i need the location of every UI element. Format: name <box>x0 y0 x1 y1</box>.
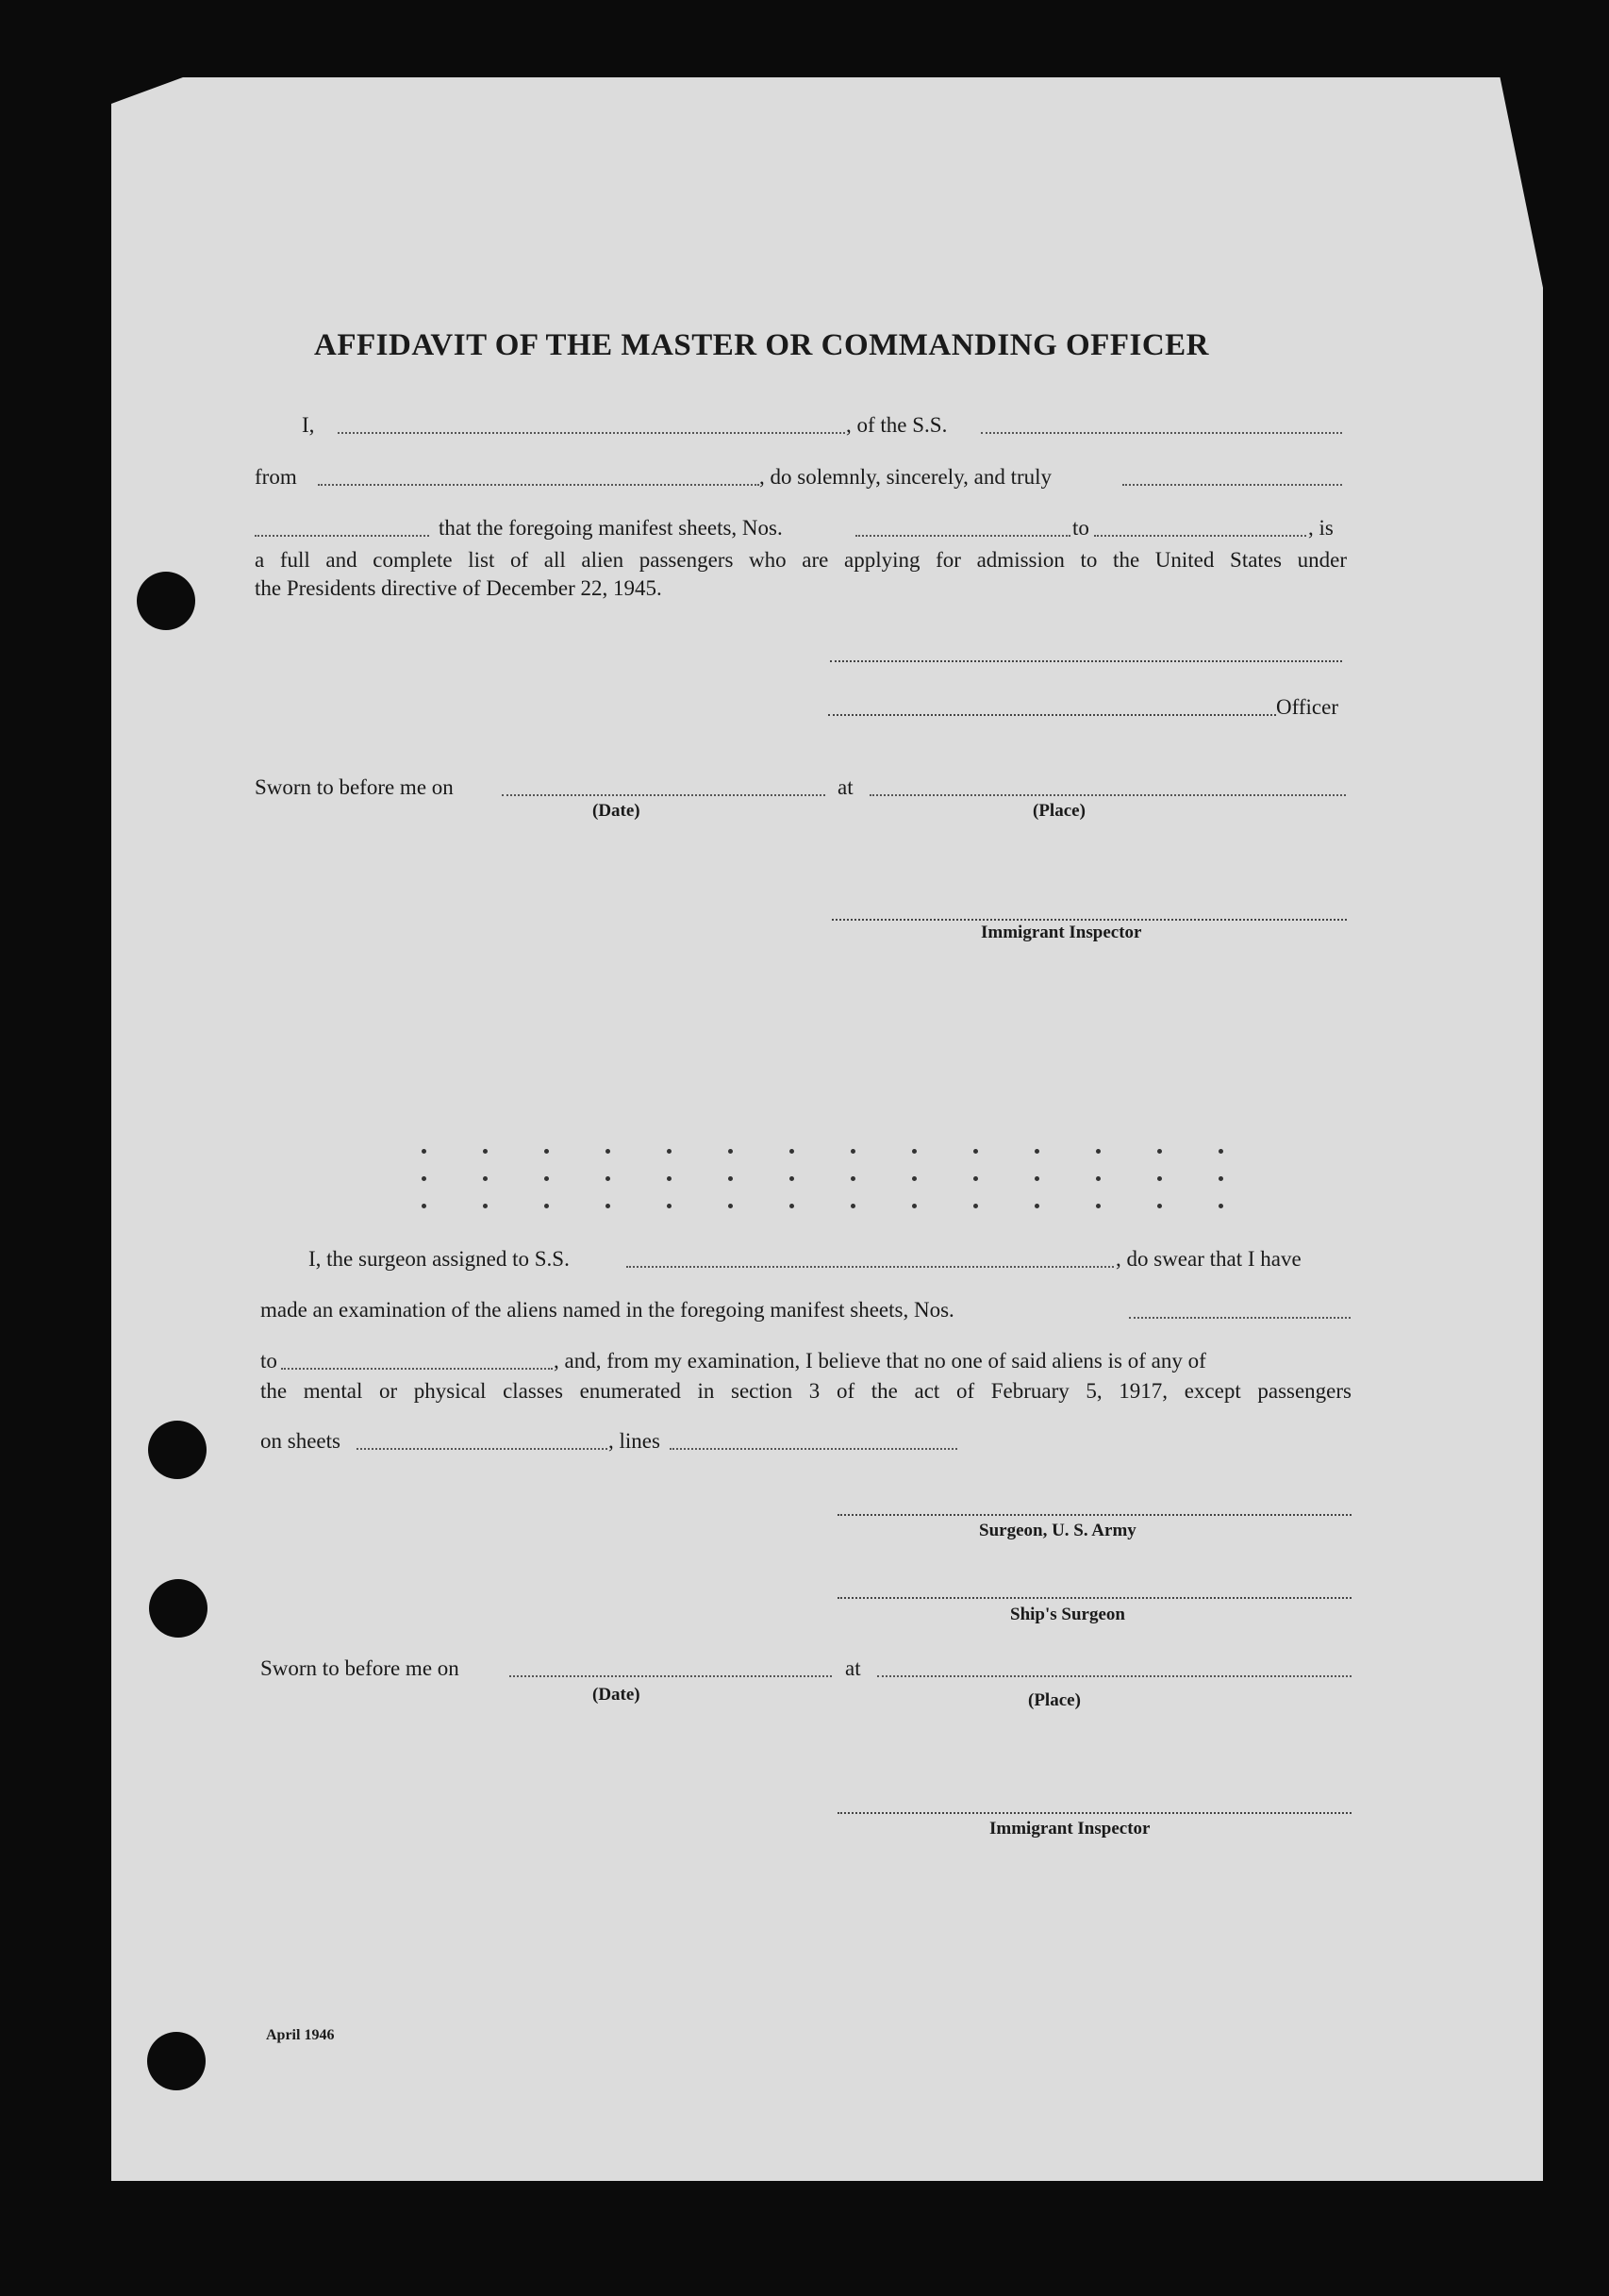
separator-dot <box>1219 1204 1223 1208</box>
master-i-label: I, <box>302 413 315 437</box>
master-to-label: to <box>1072 516 1089 540</box>
separator-dot <box>789 1176 794 1181</box>
officer-label: Officer <box>1276 695 1338 719</box>
separator-dot <box>973 1204 978 1208</box>
separator-dot <box>789 1204 794 1208</box>
master-solemnly-label: , do solemnly, sincerely, and truly <box>759 465 1053 489</box>
page-title: AFFIDAVIT OF THE MASTER OR COMMANDING OFFICER <box>314 328 1209 362</box>
sworn-label: Sworn to before me on <box>255 775 454 799</box>
surgeon-except-sheets-field[interactable] <box>357 1448 607 1450</box>
separator-dot <box>1157 1176 1162 1181</box>
officer-signature-line[interactable] <box>828 714 1276 716</box>
separator-dot <box>422 1204 426 1208</box>
place-caption: (Place) <box>1033 801 1086 821</box>
ship-surgeon-caption: Ship's Surgeon <box>1010 1605 1125 1624</box>
surgeon-swear-label: , do swear that I have <box>1116 1247 1302 1271</box>
separator-dot <box>605 1176 610 1181</box>
separator-dot <box>544 1204 549 1208</box>
master-oath-field[interactable] <box>1122 484 1342 486</box>
separator-dot <box>973 1176 978 1181</box>
separator-dot <box>789 1149 794 1154</box>
separator-dot <box>1096 1149 1101 1154</box>
master-ship-field[interactable] <box>981 432 1342 434</box>
sworn-date-field[interactable] <box>502 794 825 796</box>
date-caption: (Date) <box>592 801 640 821</box>
master-is-label: , is <box>1308 516 1334 540</box>
master-from-field[interactable] <box>318 484 759 486</box>
master-statement-line: a full and complete list of all alien passengers who are applying for admission to the United States under <box>255 548 1347 572</box>
separator-dot <box>483 1204 488 1208</box>
surgeon-sheets-from-field[interactable] <box>1129 1317 1351 1319</box>
punch-hole <box>148 1421 207 1479</box>
surgeon-to-label: to <box>260 1349 277 1373</box>
separator-dot <box>422 1149 426 1154</box>
sworn-at-label: at <box>845 1656 861 1680</box>
ship-surgeon-signature-line[interactable] <box>838 1597 1352 1599</box>
inspector-caption: Immigrant Inspector <box>981 923 1142 942</box>
separator-dot <box>544 1149 549 1154</box>
inspector-signature-line[interactable] <box>832 919 1347 921</box>
separator-dot <box>1157 1204 1162 1208</box>
separator-dot <box>1035 1149 1039 1154</box>
form-date: April 1946 <box>266 2027 335 2043</box>
surgeon-line: I, the surgeon assigned to S.S. <box>308 1247 570 1271</box>
surgeon-line: the mental or physical classes enumerated in section 3 of the act of February 5, 1917, except passengers <box>260 1379 1352 1403</box>
separator-dot <box>912 1149 917 1154</box>
master-name-field[interactable] <box>338 432 845 434</box>
punch-hole <box>147 2032 206 2090</box>
separator-dot <box>1096 1176 1101 1181</box>
sworn-place-field[interactable] <box>877 1675 1352 1677</box>
separator-dot <box>851 1176 855 1181</box>
master-sheets-from-field[interactable] <box>855 535 1070 537</box>
separator-dot <box>483 1176 488 1181</box>
separator-dot <box>1035 1176 1039 1181</box>
master-from-label: from <box>255 465 297 489</box>
separator-dot <box>728 1176 733 1181</box>
surgeon-line: , and, from my examination, I believe that no one of said aliens is of any of <box>554 1349 1206 1373</box>
separator-dot <box>973 1149 978 1154</box>
separator-dot <box>1096 1204 1101 1208</box>
surgeon-line: made an examination of the aliens named in the foregoing manifest sheets, Nos. <box>260 1298 954 1322</box>
inspector-caption: Immigrant Inspector <box>989 1819 1151 1838</box>
punch-hole <box>137 572 195 630</box>
master-signature-line[interactable] <box>830 660 1342 662</box>
master-oath-verb-field[interactable] <box>255 535 429 537</box>
surgeon-sheets-to-field[interactable] <box>281 1368 553 1370</box>
separator-dot <box>422 1176 426 1181</box>
separator-dot <box>1219 1149 1223 1154</box>
document-page <box>111 77 1543 2181</box>
separator-dot <box>605 1149 610 1154</box>
army-surgeon-signature-line[interactable] <box>838 1514 1352 1516</box>
separator-dot <box>667 1149 672 1154</box>
separator-dot <box>1035 1204 1039 1208</box>
separator-dot <box>728 1149 733 1154</box>
separator-dot <box>851 1204 855 1208</box>
master-statement-line: the Presidents directive of December 22, 1945. <box>255 576 662 600</box>
sworn-label: Sworn to before me on <box>260 1656 459 1680</box>
sworn-place-field[interactable] <box>870 794 1346 796</box>
sworn-at-label: at <box>838 775 854 799</box>
separator-dot <box>1157 1149 1162 1154</box>
separator-dot <box>544 1176 549 1181</box>
surgeon-lines-label: , lines <box>608 1429 660 1453</box>
master-foregoing-label: that the foregoing manifest sheets, Nos. <box>439 516 783 540</box>
separator-dot <box>605 1204 610 1208</box>
separator-dot <box>667 1204 672 1208</box>
sworn-date-field[interactable] <box>509 1675 832 1677</box>
punch-hole <box>149 1579 207 1638</box>
surgeon-ship-field[interactable] <box>626 1266 1114 1268</box>
master-ss-label: , of the S.S. <box>846 413 948 437</box>
separator-dot <box>851 1149 855 1154</box>
separator-dot <box>667 1176 672 1181</box>
separator-dot <box>912 1176 917 1181</box>
master-sheets-to-field[interactable] <box>1094 535 1306 537</box>
inspector-signature-line[interactable] <box>838 1812 1352 1814</box>
separator-dot <box>483 1149 488 1154</box>
place-caption: (Place) <box>1028 1690 1081 1710</box>
separator-dot <box>1219 1176 1223 1181</box>
separator-dot <box>912 1204 917 1208</box>
date-caption: (Date) <box>592 1685 640 1705</box>
separator-dot <box>728 1204 733 1208</box>
army-surgeon-caption: Surgeon, U. S. Army <box>979 1521 1136 1540</box>
surgeon-sheets-label: on sheets <box>260 1429 340 1453</box>
surgeon-except-lines-field[interactable] <box>670 1448 957 1450</box>
